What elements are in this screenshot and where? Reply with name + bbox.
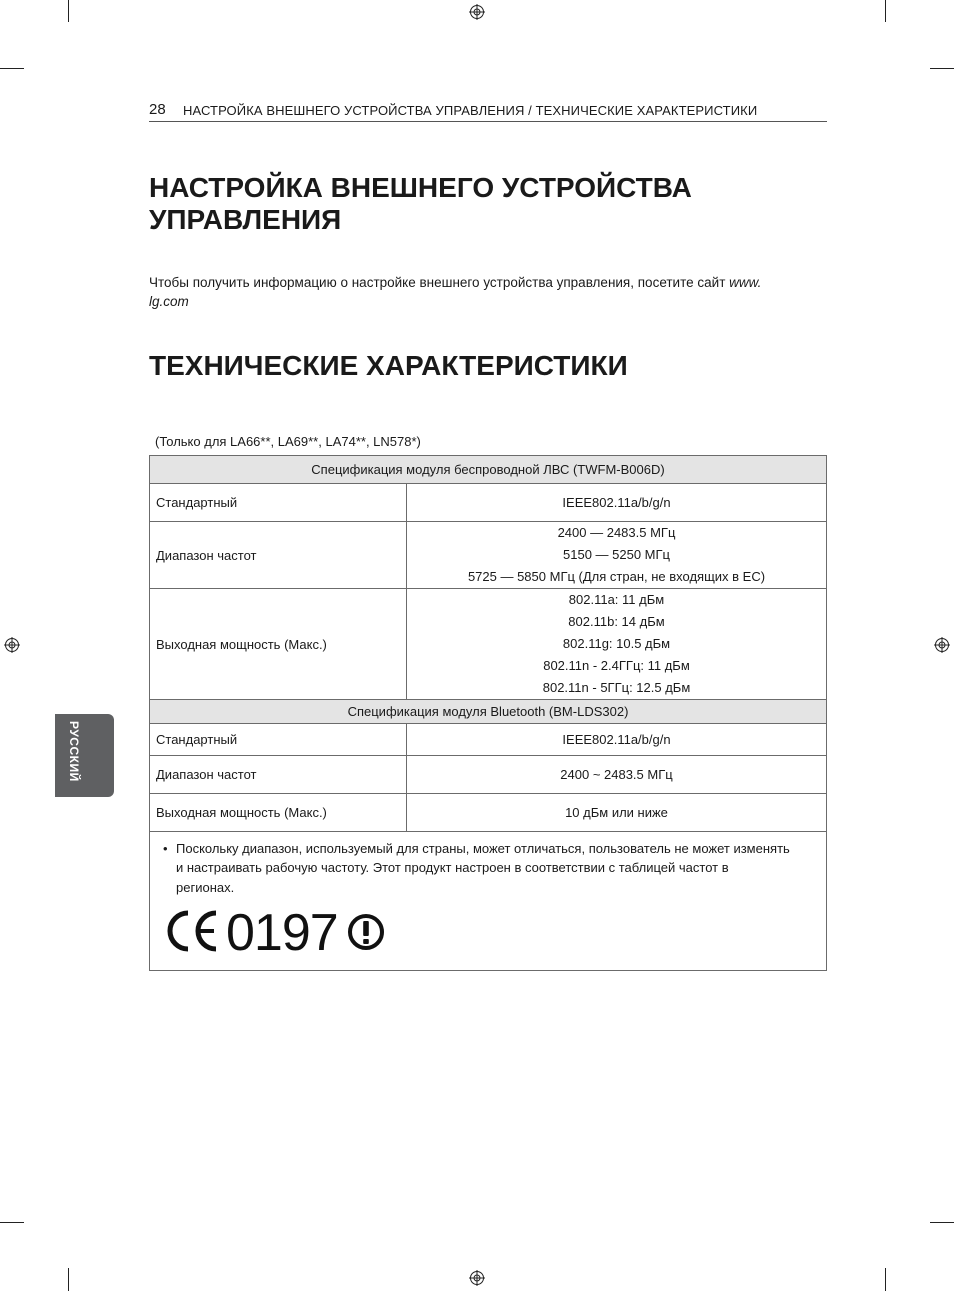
section-title-line: УПРАВЛЕНИЯ <box>149 204 342 235</box>
row-value: 10 дБм или ниже <box>407 794 827 832</box>
row-label: Диапазон частот <box>150 756 407 794</box>
table-row <box>150 456 827 484</box>
models-note: (Только для LA66**, LA69**, LA74**, LN578*) <box>155 434 421 449</box>
table-row <box>150 589 827 700</box>
section-title-specifications: ТЕХНИЧЕСКИЕ ХАРАКТЕРИСТИКИ <box>149 350 628 381</box>
notified-body-number: 0197 <box>226 904 338 963</box>
ce-marking <box>156 903 820 967</box>
header-divider <box>149 121 827 122</box>
spec-table <box>149 455 827 971</box>
table-row <box>150 756 827 794</box>
website-link[interactable]: lg.com <box>149 294 189 309</box>
power-value: 802.11b: 14 дБм <box>568 614 665 629</box>
language-tab-label: РУССКИЙ <box>67 721 81 782</box>
row-label: Диапазон частот <box>150 522 407 589</box>
language-tab <box>55 714 114 797</box>
row-label: Стандартный <box>150 484 407 522</box>
notes-cell <box>150 832 827 971</box>
row-label: Выходная мощность (Макс.) <box>150 794 407 832</box>
row-label: Стандартный <box>150 724 407 756</box>
crop-mark <box>885 1268 886 1291</box>
registration-mark-icon <box>469 1270 485 1286</box>
row-value: 2400 ~ 2483.5 МГц <box>407 756 827 794</box>
crop-mark <box>930 68 954 69</box>
table-row <box>150 794 827 832</box>
table-row <box>150 700 827 724</box>
table-row <box>150 832 827 971</box>
table-row <box>150 724 827 756</box>
registration-mark-icon <box>4 637 20 653</box>
registration-mark-icon <box>469 4 485 20</box>
power-value: 802.11n - 5ГГц: 12.5 дБм <box>542 680 691 695</box>
crop-mark <box>0 68 24 69</box>
crop-mark <box>930 1222 954 1223</box>
row-value-list <box>407 522 827 589</box>
freq-value: 5150 — 5250 МГц <box>563 547 670 562</box>
crop-mark <box>68 1268 69 1291</box>
bluetooth-header: Спецификация модуля Bluetooth (BM-LDS302) <box>150 700 827 724</box>
section-title-external-control <box>149 172 849 236</box>
power-value: 802.11g: 10.5 дБм <box>562 636 671 651</box>
table-row <box>150 522 827 589</box>
crop-mark <box>885 0 886 22</box>
section-paragraph <box>149 273 809 311</box>
running-header: НАСТРОЙКА ВНЕШНЕГО УСТРОЙСТВА УПРАВЛЕНИЯ / ТЕХНИЧЕСКИЕ ХАРАКТЕРИСТИКИ <box>183 103 758 118</box>
paragraph-text: Чтобы получить информацию о настройке внешнего устройства управления, посетите сайт <box>149 275 726 290</box>
section-title-line: НАСТРОЙКА ВНЕШНЕГО УСТРОЙСТВА <box>149 172 692 203</box>
ce-mark-icon <box>164 909 220 953</box>
alert-mark-icon <box>347 913 385 951</box>
crop-mark <box>0 1222 24 1223</box>
row-value-list <box>407 589 827 700</box>
power-value: 802.11a: 11 дБм <box>568 592 665 607</box>
power-value: 802.11n - 2.4ГГц: 11 дБм <box>543 658 690 673</box>
crop-mark <box>68 0 69 22</box>
row-label: Выходная мощность (Макс.) <box>150 589 407 700</box>
registration-mark-icon <box>934 637 950 653</box>
page-number: 28 <box>149 101 166 118</box>
table-row <box>150 484 827 522</box>
note-text: Поскольку диапазон, используемый для страны, может отличаться, пользователь не может изменять и настраивать рабочую частоту. Этот продукт настроен в соответствии с таблицей частот в регионах. <box>176 840 790 895</box>
bullet-symbol: • <box>163 840 168 856</box>
wireless-header: Спецификация модуля беспроводной ЛВС (TWFM-B006D) <box>150 456 827 484</box>
note-bullet <box>156 835 820 898</box>
row-value: IEEE802.11a/b/g/n <box>407 724 827 756</box>
row-value: IEEE802.11a/b/g/n <box>407 484 827 522</box>
website-link[interactable]: www. <box>729 275 762 290</box>
freq-value: 2400 — 2483.5 МГц <box>557 525 676 540</box>
freq-value: 5725 — 5850 МГц (Для стран, не входящих в ЕС) <box>467 569 766 584</box>
